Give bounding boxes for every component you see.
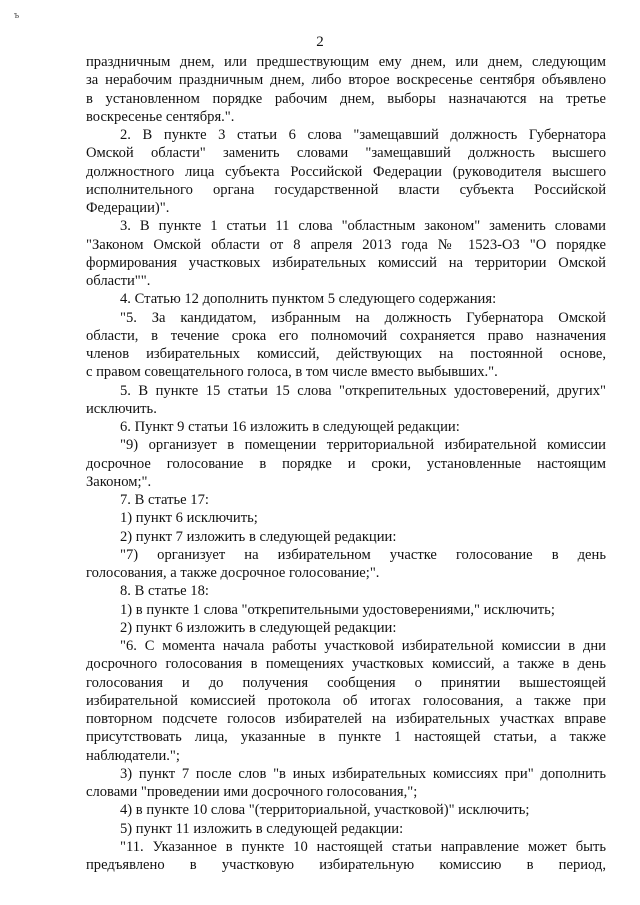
text-line: досрочное голосование в порядке и сроки, установленные настоящим [86, 455, 606, 472]
text-line: "5. За кандидатом, избранным на должность Губернатора Омской [120, 309, 606, 326]
text-line: 7. В статье 17: [120, 492, 209, 508]
text-line: 1) пункт 6 исключить; [120, 510, 258, 527]
text-line: членов избирательных комиссий, действующих на постоянной основе, [86, 346, 606, 362]
text-line: с правом совещательного голоса, в том числе вместо выбывших.". [86, 364, 498, 381]
text-line: должностного лица субъекта Российской Федерации (руководителя высшего [86, 163, 606, 180]
page-number: 2 [316, 34, 324, 50]
text-line: 3) пункт 7 после слов "в иных избирательных комиссиях при" дополнить [120, 765, 606, 782]
text-line: голосования и до получения сообщения о принятии вышестоящей [86, 674, 606, 691]
text-line: исполнительного органа государственной власти субъекта Российской [86, 181, 606, 198]
text-line: досрочного голосования в помещениях участковых комиссий, а также в день [86, 656, 606, 673]
text-line: Законом;". [86, 473, 152, 490]
text-line: 2) пункт 7 изложить в следующей редакции: [120, 528, 397, 545]
text-line: в установленном порядке рабочим днем, выборы назначаются на третье [86, 90, 606, 107]
body-text [86, 53, 606, 874]
text-line: 4) в пункте 10 слова "(территориальной, участковой)" исключить; [120, 802, 530, 819]
text-line: повторном подсчете голосов избирателей на избирательных участках вправе [86, 711, 606, 727]
text-line: области"". [86, 273, 151, 289]
text-line: "Законом Омской области от 8 апреля 2013 года № 1523-ОЗ "О порядке [86, 236, 606, 253]
text-line: "9) организует в помещении территориальной избирательной комиссии [120, 437, 606, 454]
text-line: 8. В статье 18: [120, 583, 209, 600]
text-line: 3. В пункте 1 статьи 11 слова "областным законом" заменить словами [120, 218, 606, 235]
text-line: предъявлено в участковую избирательную комиссию в период, [86, 857, 606, 873]
text-line: праздничным днем, или предшествующим ему днем, или днем, следующим [86, 54, 606, 70]
text-line: области, в течение срока его полномочий сохраняется право назначения [86, 327, 606, 344]
text-line: 1) в пункте 1 слова "открепительными удостоверениями," исключить; [120, 601, 555, 618]
text-line: наблюдатели."; [86, 747, 180, 764]
text-line: за нерабочим праздничным днем, либо второе воскресенье сентября объявлено [86, 72, 606, 89]
text-line: присутствовать лица, указанные в пункте 1 настоящей статьи, а также [86, 729, 606, 746]
text-line: воскресенье сентября.". [86, 108, 235, 125]
text-line: 4. Статью 12 дополнить пунктом 5 следующего содержания: [120, 291, 497, 308]
text-line: Омской области" заменить словами "замещавший должность высшего [86, 145, 606, 162]
text-line: Федерации)". [86, 200, 170, 216]
text-line: исключить. [86, 400, 157, 417]
text-line: формирования участковых избирательных комиссий на территории Омской [86, 254, 606, 271]
text-line: "6. С момента начала работы участковой избирательной комиссии в дни [120, 638, 606, 654]
text-line: 5. В пункте 15 статьи 15 слова "открепительных удостоверений, других" [120, 382, 606, 399]
text-line: "7) организует на избирательном участке голосование в день [120, 546, 606, 563]
text-line: словами "проведении ими досрочного голосования,"; [86, 784, 418, 800]
text-line: 6. Пункт 9 статьи 16 изложить в следующей редакции: [120, 419, 460, 435]
text-line: 2. В пункте 3 статьи 6 слова "замещавший должность Губернатора [120, 127, 606, 143]
text-line: избирательной комиссией протокола об итогах голосования, а также при [86, 692, 606, 709]
text-line: голосования, а также досрочное голосование;". [86, 565, 380, 581]
stray-mark: ъ [14, 10, 20, 21]
text-line: 5) пункт 11 изложить в следующей редакции: [120, 820, 404, 837]
text-line: 2) пункт 6 изложить в следующей редакции: [120, 619, 397, 636]
text-line: "11. Указанное в пункте 10 настоящей статьи направление может быть [120, 838, 606, 855]
